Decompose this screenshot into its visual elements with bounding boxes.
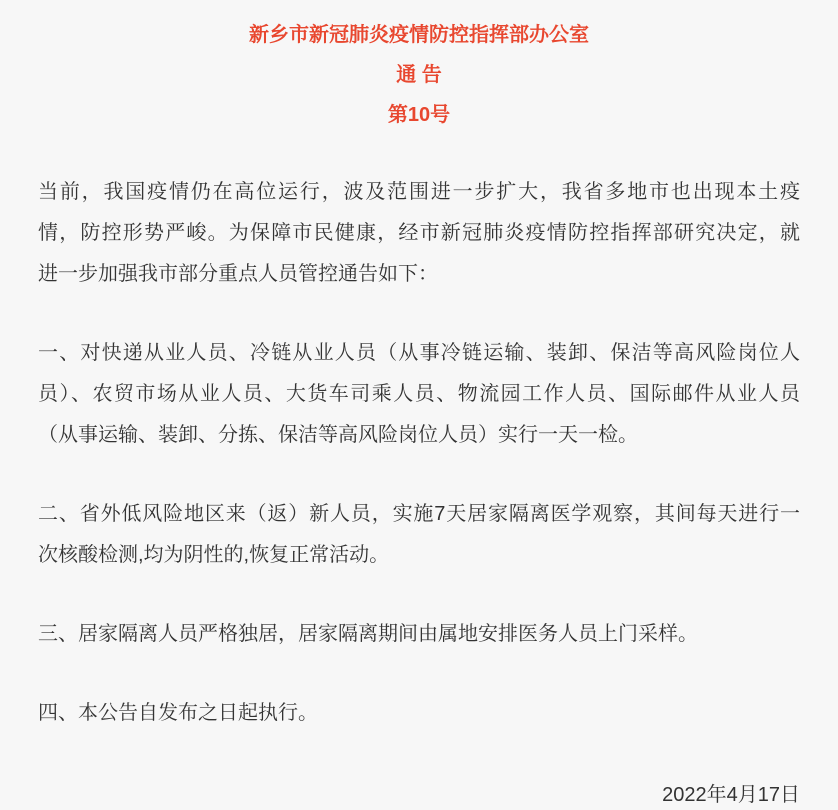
paragraph-intro [38, 172, 800, 295]
paragraph-line: 三、居家隔离人员严格独居，居家隔离期间由属地安排医务人员上门采样。 [38, 623, 698, 645]
paragraph-line: 当前，我国疫情仍在高位运行，波及范围进一步扩大，我省多地市也出现本土疫 [38, 181, 800, 203]
paragraph-item-1 [38, 333, 800, 456]
paragraph-item-2 [38, 494, 800, 576]
paragraph-line: 情，防控形势严峻。为保障市民健康，经市新冠肺炎疫情防控指挥部研究决定，就 [38, 222, 800, 244]
paragraph-line: 二、省外低风险地区来（返）新人员，实施7天居家隔离医学观察，其间每天进行一 [38, 503, 800, 525]
issuer-title: 新乡市新冠肺炎疫情防控指挥部办公室 [249, 24, 589, 46]
paragraph-item-3 [38, 614, 800, 655]
notice-body [38, 172, 800, 734]
paragraph-line: 四、本公告自发布之日起执行。 [38, 702, 318, 724]
paragraph-item-4 [38, 693, 800, 734]
paragraph-line: 一、对快递从业人员、冷链从业人员（从事冷链运输、装卸、保洁等高风险岗位人 [38, 342, 800, 364]
document-number: 第10号 [387, 104, 451, 126]
paragraph-line: 员）、农贸市场从业人员、大货车司乘人员、物流园工作人员、国际邮件从业人员 [38, 383, 800, 405]
notice-header [0, 15, 838, 135]
paragraph-line: 次核酸检测,均为阴性的,恢复正常活动。 [38, 544, 390, 566]
paragraph-line: 进一步加强我市部分重点人员管控通告如下： [38, 263, 438, 285]
issue-date: 2022年4月17日 [662, 784, 800, 806]
paragraph-line: （从事运输、装卸、分拣、保洁等高风险岗位人员）实行一天一检。 [38, 424, 638, 446]
document-type: 通 告 [396, 64, 442, 86]
